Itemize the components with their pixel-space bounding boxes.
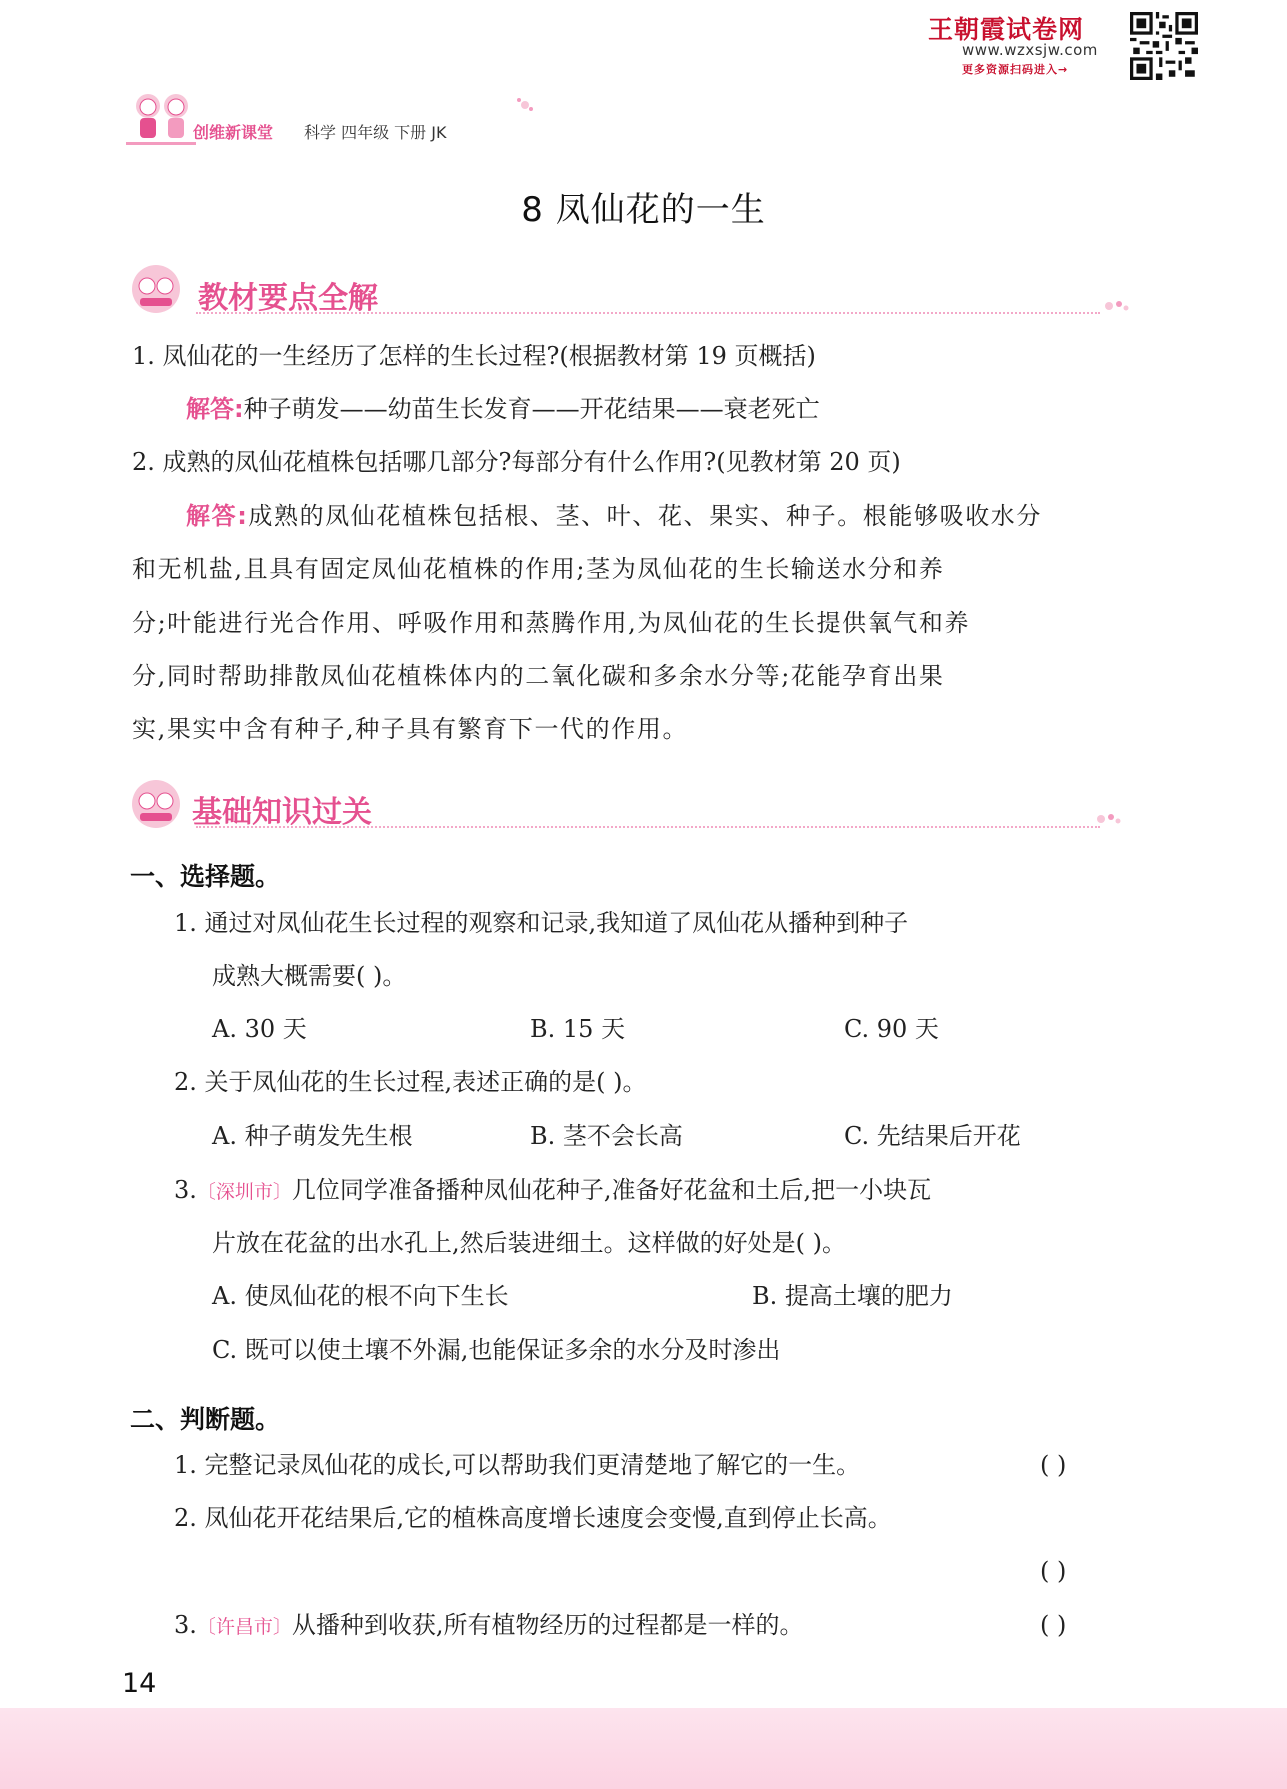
section-kids-icon <box>128 264 184 314</box>
choice-q1-option-a[interactable]: A. 30 天 <box>212 1015 307 1043</box>
section-divider <box>196 826 1100 828</box>
kids-mascot-icon <box>124 90 202 156</box>
footer-band <box>0 1708 1287 1789</box>
watermark-url[interactable]: www.wzxsjw.com <box>962 41 1098 59</box>
answer-2-line-1 <box>186 504 1042 528</box>
lesson-title: 8 凤仙花的一生 <box>521 190 766 230</box>
judge-q3-text: 从播种到收获,所有植物经历的过程都是一样的。 <box>291 1611 804 1639</box>
question-number: 3. <box>174 1176 197 1204</box>
book-info: 科学 四年级 下册 JK <box>304 123 447 142</box>
choice-q3-text: 几位同学准备播种凤仙花种子,准备好花盆和土后,把一小块瓦 <box>291 1176 932 1204</box>
section-kids-icon <box>128 779 184 829</box>
judge-q3-answer-blank[interactable]: ( ) <box>1040 1611 1067 1639</box>
choice-q1-line-2: 成熟大概需要( )。 <box>212 962 407 990</box>
choice-q2-line: 2. 关于凤仙花的生长过程,表述正确的是( )。 <box>174 1068 647 1096</box>
choice-q1-option-c[interactable]: C. 90 天 <box>844 1015 939 1043</box>
judge-q1-answer-blank[interactable]: ( ) <box>1040 1451 1067 1479</box>
question-number: 3. <box>174 1611 197 1639</box>
region-tag: 〔深圳市〕 <box>196 1181 292 1203</box>
section-divider <box>196 312 1100 314</box>
choice-q3-line-1 <box>174 1178 931 1202</box>
choice-heading: 一、选择题。 <box>130 862 281 891</box>
page-number: 14 <box>122 1668 157 1699</box>
question-2: 2. 成熟的凤仙花植株包括哪几部分?每部分有什么作用?(见教材第 20 页) <box>132 448 901 476</box>
answer-label: 解答: <box>186 395 244 423</box>
choice-q2-option-b[interactable]: B. 茎不会长高 <box>530 1122 683 1150</box>
question-1: 1. 凤仙花的一生经历了怎样的生长过程?(根据教材第 19 页概括) <box>132 342 816 370</box>
qr-code-icon[interactable] <box>1130 12 1198 80</box>
choice-q3-option-a[interactable]: A. 使凤仙花的根不向下生长 <box>212 1282 509 1310</box>
section-title-basic-knowledge: 基础知识过关 <box>192 795 372 830</box>
watermark-tagline: 更多资源扫码进入→ <box>962 63 1069 76</box>
watermark-site-name: 王朝霞试卷网 <box>928 15 1085 44</box>
answer-1 <box>186 397 820 421</box>
judge-q3 <box>174 1613 804 1637</box>
choice-q3-line-2: 片放在花盆的出水孔上,然后装进细土。这样做的好处是( )。 <box>212 1229 846 1257</box>
answer-2-line-3: 分;叶能进行光合作用、呼吸作用和蒸腾作用,为凤仙花的生长提供氧气和养 <box>132 609 971 637</box>
judge-q1: 1. 完整记录凤仙花的成长,可以帮助我们更清楚地了解它的一生。 <box>174 1451 861 1479</box>
decorative-dots-icon <box>1104 299 1130 313</box>
region-tag: 〔许昌市〕 <box>196 1616 292 1638</box>
judge-q2: 2. 凤仙花开花结果后,它的植株高度增长速度会变慢,直到停止长高。 <box>174 1504 892 1532</box>
answer-label: 解答: <box>186 502 249 530</box>
answer-2-text: 成熟的凤仙花植株包括根、茎、叶、花、果实、种子。根能够吸收水分 <box>248 502 1043 530</box>
answer-2-line-5: 实,果实中含有种子,种子具有繁育下一代的作用。 <box>132 715 689 743</box>
answer-2-line-4: 分,同时帮助排散凤仙花植株体内的二氧化碳和多余水分等;花能孕育出果 <box>132 662 945 690</box>
choice-q2-option-a[interactable]: A. 种子萌发先生根 <box>212 1122 413 1150</box>
section-title-key-points: 教材要点全解 <box>198 281 378 316</box>
choice-q3-option-b[interactable]: B. 提高土壤的肥力 <box>752 1282 953 1310</box>
judge-heading: 二、判断题。 <box>130 1405 281 1434</box>
choice-q1-line-1: 1. 通过对凤仙花生长过程的观察和记录,我知道了凤仙花从播种到种子 <box>174 909 909 937</box>
choice-q3-option-c[interactable]: C. 既可以使土壤不外漏,也能保证多余的水分及时渗出 <box>212 1336 781 1364</box>
answer-1-text: 种子萌发——幼苗生长发育——开花结果——衰老死亡 <box>243 395 820 423</box>
brand-name: 创维新课堂 <box>193 123 274 142</box>
flower-sparkle-icon <box>514 94 536 116</box>
choice-q2-option-c[interactable]: C. 先结果后开花 <box>844 1122 1021 1150</box>
judge-q2-answer-blank[interactable]: ( ) <box>1040 1557 1067 1585</box>
choice-q1-option-b[interactable]: B. 15 天 <box>530 1015 626 1043</box>
decorative-dots-icon <box>1096 812 1122 826</box>
answer-2-line-2: 和无机盐,且具有固定凤仙花植株的作用;茎为凤仙花的生长输送水分和养 <box>132 555 945 583</box>
